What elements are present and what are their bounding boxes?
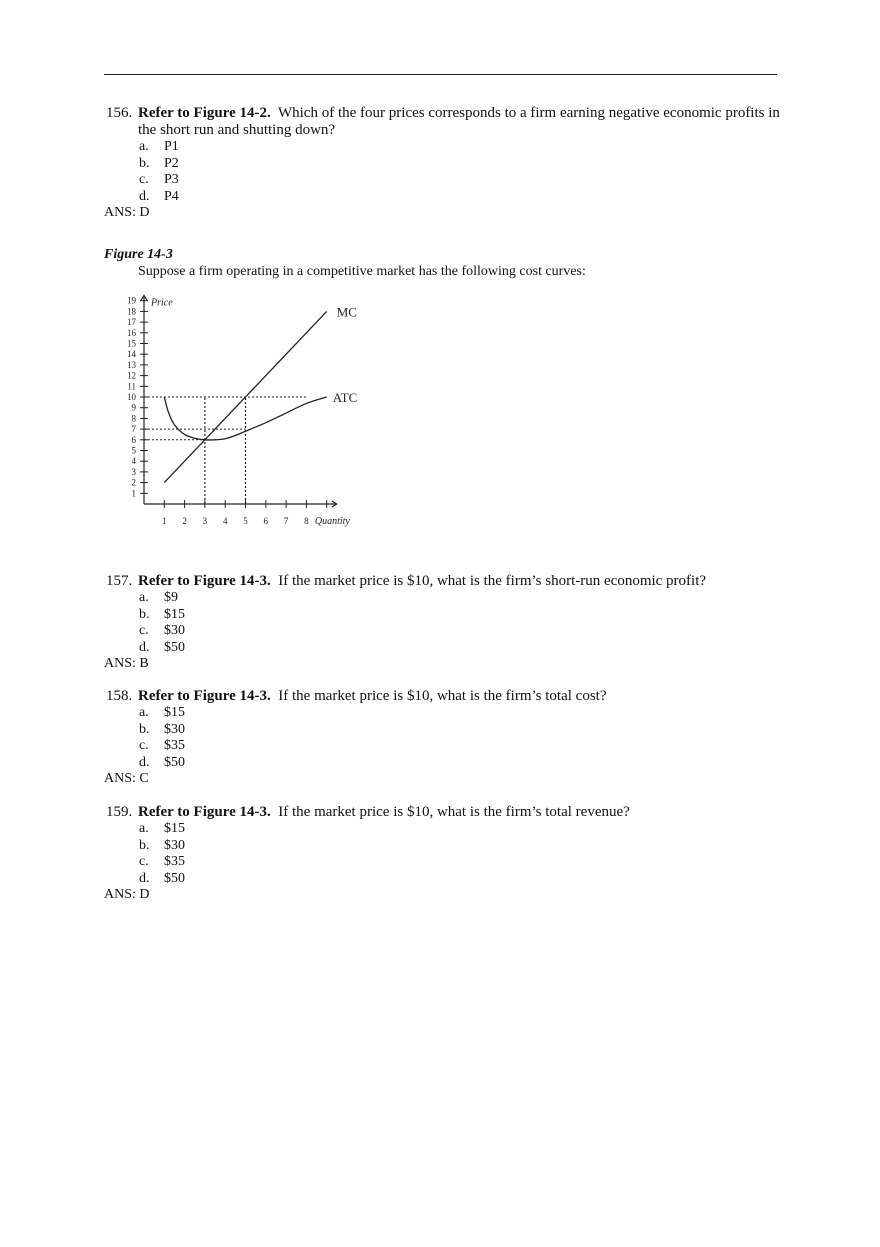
answer-option: b. $30 bbox=[139, 721, 185, 737]
answer-key: ANS: D bbox=[104, 205, 150, 221]
question-number: 157. bbox=[106, 573, 133, 589]
y-tick-label: 12 bbox=[127, 370, 136, 381]
answer-option: c. $35 bbox=[139, 738, 185, 754]
y-tick-label: 8 bbox=[131, 413, 136, 424]
y-axis-label: Price bbox=[151, 297, 173, 309]
x-tick-label: 2 bbox=[182, 516, 187, 526]
y-tick-label: 9 bbox=[131, 402, 136, 413]
question-stem bbox=[104, 573, 784, 590]
answer-key: ANS: D bbox=[104, 887, 150, 903]
question-text: If the market price is $10, what is the firm’s total revenue? bbox=[278, 804, 630, 820]
mc-curve-label: MC bbox=[336, 304, 357, 320]
figure-title: Figure 14-3 bbox=[104, 247, 173, 262]
answer-option: c. $30 bbox=[139, 623, 185, 639]
question-157 bbox=[104, 573, 784, 672]
answer-option: a. $15 bbox=[139, 705, 185, 720]
x-tick-label: 4 bbox=[222, 516, 228, 526]
question-156 bbox=[104, 105, 784, 221]
y-tick-label: 19 bbox=[127, 295, 136, 306]
y-tick-label: 5 bbox=[131, 445, 136, 456]
question-text: If the market price is $10, what is the firm’s short-run economic profit? bbox=[278, 573, 707, 589]
y-tick-label: 15 bbox=[127, 338, 136, 349]
y-tick-label: 1 bbox=[131, 488, 136, 499]
question-reference: Refer to Figure 14-2. bbox=[138, 105, 271, 121]
question-text: If the market price is $10, what is the firm’s total cost? bbox=[278, 688, 607, 704]
atc-curve-label: ATC bbox=[332, 390, 358, 405]
question-reference: Refer to Figure 14-3. bbox=[138, 804, 271, 820]
x-axis-label: Quantity bbox=[314, 516, 350, 527]
answer-option: b. P2 bbox=[139, 155, 179, 171]
figure-caption: Suppose a firm operating in a competitive market has the following cost curves: bbox=[138, 264, 586, 279]
y-tick-label: 6 bbox=[131, 434, 136, 445]
y-tick-label: 7 bbox=[131, 424, 136, 435]
answer-option: a. $9 bbox=[139, 590, 178, 605]
answer-option: a. $15 bbox=[139, 821, 185, 836]
answer-key: ANS: C bbox=[104, 771, 149, 787]
answer-option: d. $50 bbox=[139, 639, 185, 655]
answer-option: b. $15 bbox=[139, 606, 185, 622]
answer-option: a. P1 bbox=[139, 139, 179, 154]
y-tick-label: 14 bbox=[127, 349, 136, 360]
chart-ticks bbox=[127, 296, 327, 526]
header-rule bbox=[104, 74, 777, 75]
y-tick-label: 11 bbox=[127, 381, 136, 392]
answer-option: c. P3 bbox=[139, 172, 179, 188]
y-tick-label: 13 bbox=[127, 359, 136, 370]
y-tick-label: 10 bbox=[127, 392, 136, 402]
question-stem bbox=[104, 688, 784, 705]
answer-option: d. $50 bbox=[139, 870, 185, 886]
answer-option: d. P4 bbox=[139, 188, 179, 204]
y-tick-label: 16 bbox=[127, 327, 136, 338]
x-tick-label: 8 bbox=[304, 516, 309, 526]
y-tick-label: 4 bbox=[131, 456, 136, 467]
y-tick-label: 3 bbox=[131, 466, 136, 477]
question-number: 159. bbox=[106, 804, 133, 820]
x-tick-label: 5 bbox=[243, 516, 248, 526]
question-number: 158. bbox=[106, 688, 133, 704]
cost-curves-chart bbox=[104, 292, 374, 538]
question-reference: Refer to Figure 14-3. bbox=[138, 573, 271, 589]
y-tick-label: 2 bbox=[131, 477, 136, 488]
answer-option: b. $30 bbox=[139, 837, 185, 853]
y-tick-label: 18 bbox=[127, 306, 136, 317]
question-number: 156. bbox=[106, 105, 133, 121]
question-reference: Refer to Figure 14-3. bbox=[138, 688, 271, 704]
answer-option: d. $50 bbox=[139, 754, 185, 770]
x-tick-label: 7 bbox=[283, 516, 289, 526]
question-stem bbox=[104, 105, 784, 139]
question-text: Which of the four prices corresponds to a firm earning negative economic profits in the short run and shutting down? bbox=[138, 105, 780, 138]
x-tick-label: 3 bbox=[202, 516, 208, 526]
question-158 bbox=[104, 688, 784, 787]
y-tick-label: 17 bbox=[127, 317, 136, 328]
x-tick-label: 6 bbox=[263, 516, 269, 526]
question-stem bbox=[104, 804, 784, 821]
answer-key: ANS: B bbox=[104, 656, 149, 672]
answer-option: c. $35 bbox=[139, 854, 185, 870]
question-159 bbox=[104, 804, 784, 903]
x-tick-label: 1 bbox=[162, 516, 167, 526]
